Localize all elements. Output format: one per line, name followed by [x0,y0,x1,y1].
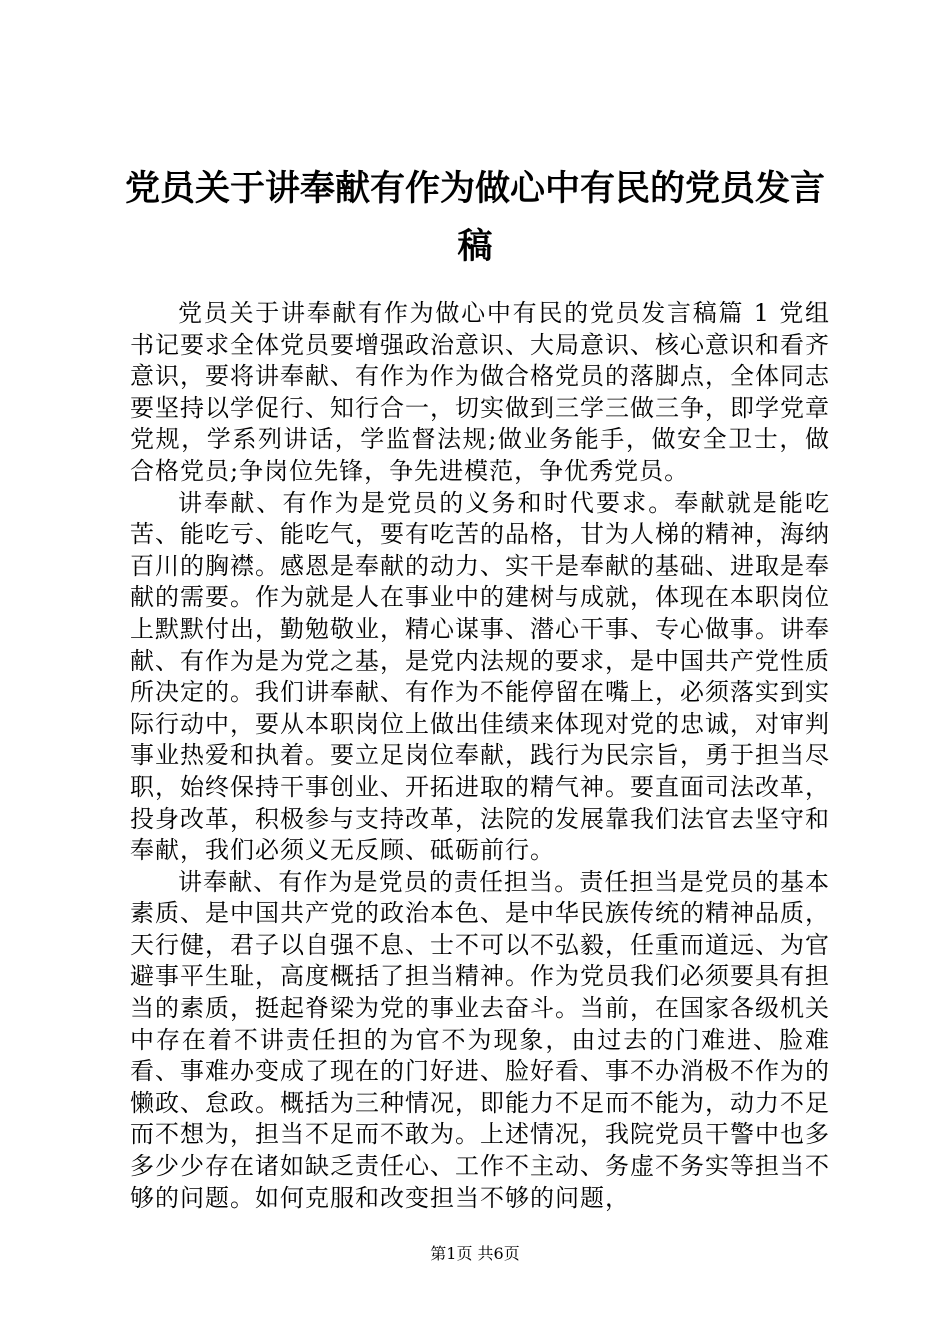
paragraph-1: 党员关于讲奉献有作为做心中有民的党员发言稿篇 1 党组书记要求全体党员要增强政治意识、大局意识、核心意识和看齐意识，要将讲奉献、有作为作为做合格党员的落脚点，全体同志要坚持以学促行、知行合一，切实做到三学三做三争，即学党章党规，学系列讲话，学监督法规;做业务能手，做安全卫士，做合格党员;争岗位先锋，争先进模范，争优秀党员。 [130,299,830,485]
paragraph-3: 讲奉献、有作为是党员的责任担当。责任担当是党员的基本素质、是中国共产党的政治本色、是中华民族传统的精神品质，天行健，君子以自强不息、士不可以不弘毅，任重而道远、为官避事平生耻，高度概括了担当精神。作为党员我们必须要具有担当的素质，挺起脊梁为党的事业去奋斗。当前，在国家各级机关中存在着不讲责任担的为官不为现象，由过去的门难进、脸难看、事难办变成了现在的门好进、脸好看、事不办消极不作为的懒政、怠政。概括为三种情况，即能力不足而不能为，动力不足而不想为，担当不足而不敢为。上述情况，我院党员干警中也多多少少存在诸如缺乏责任心、工作不主动、务虚不务实等担当不够的问题。如何克服和改变担当不够的问题， [130,867,830,1212]
document-title: 党员关于讲奉献有作为做心中有民的党员发言稿 [124,168,825,267]
paragraph-2: 讲奉献、有作为是党员的义务和时代要求。奉献就是能吃苦、能吃亏、能吃气，要有吃苦的品格，甘为人梯的精神，海纳百川的胸襟。感恩是奉献的动力、实干是奉献的基础、进取是奉献的需要。作为就是人在事业中的建树与成就，体现在本职岗位上默默付出，勤勉敬业，精心谋事、潜心干事、专心做事。讲奉献、有作为是为党之基，是党内法规的要求，是中国共产党性质所决定的。我们讲奉献、有作为不能停留在嘴上，必须落实到实际行动中，要从本职岗位上做出佳绩来体现对党的忠诚，对审判事业热爱和执着。要立足岗位奉献，践行为民宗旨，勇于担当尽职，始终保持干事创业、开拓进取的精气神。要直面司法改革，投身改革，积极参与支持改革，法院的发展靠我们法官去坚守和奉献，我们必须义无反顾、砥砺前行。 [130,488,830,865]
page-footer: 第1页 共6页 [430,1244,520,1263]
document-body [130,298,830,1214]
